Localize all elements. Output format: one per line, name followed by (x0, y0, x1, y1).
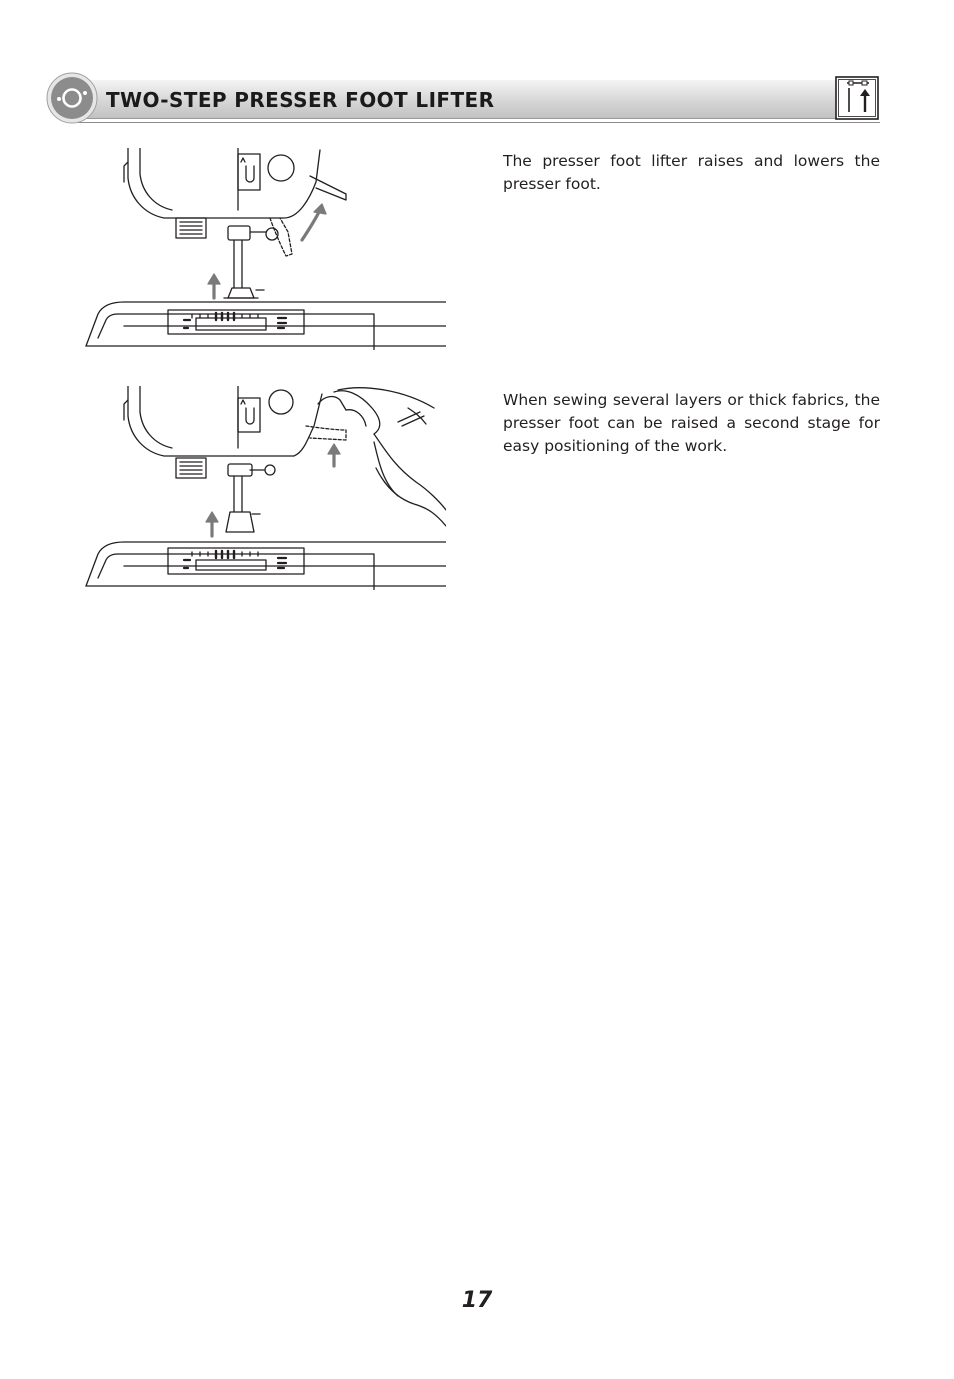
page-title: TWO-STEP PRESSER FOOT LIFTER (106, 88, 495, 112)
header-underline (72, 122, 880, 123)
presser-foot-lever-raise-illustration (84, 148, 446, 350)
second-stage-description: When sewing several layers or thick fabrics, the presser foot can be raised a second stage for easy positioning of the work. (503, 391, 880, 455)
section-header (46, 72, 880, 124)
presser-foot-second-stage-illustration (84, 386, 446, 590)
lifter-description: The presser foot lifter raises and lowers the presser foot. (503, 152, 880, 193)
needle-up-icon (835, 76, 879, 120)
gear-disc-icon (46, 72, 98, 124)
page-number: 17 (461, 1288, 493, 1313)
